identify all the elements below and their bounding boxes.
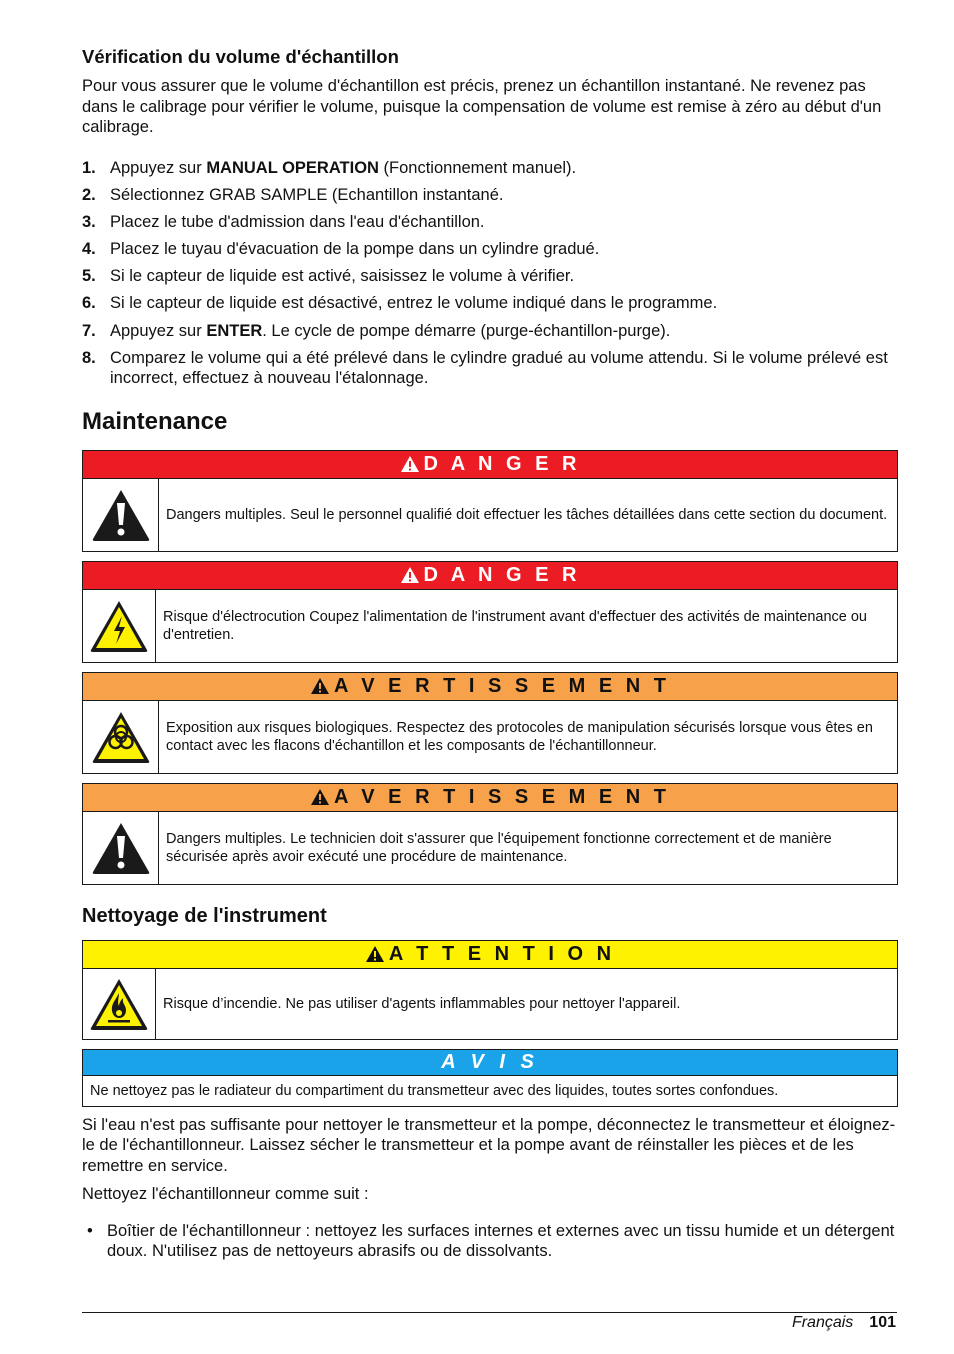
caution-box — [82, 940, 898, 1040]
caution-header: A T T E N T I O N — [83, 941, 897, 969]
cleaning-paragraph: Si l'eau n'est pas suffisante pour nettoyer le transmetteur et la pompe, déconnectez le transmetteur et éloignez-le de l'échantillonneur. Laissez sécher le transmetteur et la pompe avant de réinstaller les pièces et de les remettre en service. — [82, 1115, 896, 1175]
cleaning-instructions-intro: Nettoyez l'échantillonneur comme suit : — [82, 1185, 369, 1204]
fire-icon — [88, 976, 150, 1032]
notice-message: Ne nettoyez pas le radiateur du compartiment du transmetteur avec des liquides, toutes sortes confondues. — [90, 1082, 779, 1099]
footer-divider — [82, 1312, 897, 1313]
notice-header: A V I S — [83, 1050, 897, 1076]
procedure-steps — [82, 158, 897, 389]
warning-triangle-icon — [310, 788, 330, 806]
danger-box — [82, 450, 898, 552]
warning-header: A V E R T I S S E M E N T — [83, 784, 897, 812]
danger-message: Dangers multiples. Seul le personnel qualifié doit effectuer les tâches détaillées dans cette section du document. — [166, 506, 888, 523]
warning-message: Dangers multiples. Le technicien doit s'assurer que l'équipement fonctionne correctement et de manière sécurisée après avoir exécuté une procédure de maintenance. — [166, 830, 832, 865]
warning-triangle-icon — [365, 945, 385, 963]
danger-header: D A N G E R — [83, 451, 897, 479]
danger-box — [82, 561, 898, 663]
warning-triangle-icon — [400, 455, 420, 473]
danger-message: Risque d'électrocution Coupez l'alimentation de l'instrument avant d'effectuer des activités de maintenance ou d'entretien. — [163, 608, 867, 643]
step-item: 3. Placez le tube d'admission dans l'eau d'échantillon. — [82, 212, 485, 231]
warning-triangle-icon — [310, 677, 330, 695]
warning-triangle-icon — [400, 566, 420, 584]
exclamation-icon — [90, 487, 152, 543]
warning-message: Exposition aux risques biologiques. Respectez des protocoles de manipulation sécurisés lorsque vous êtes en contact avec les flacons d'échantillon et les composants de l'échantillonneur. — [166, 719, 873, 754]
electric-shock-icon — [88, 598, 150, 654]
section-title-volume-check: Vérification du volume d'échantillon — [82, 46, 399, 67]
warning-box — [82, 783, 898, 885]
step-item: 8. Comparez le volume qui a été prélevé dans le cylindre gradué au volume attendu. Si le volume prélevé est incorrect, effectuez à nouveau l'étalonnage. — [82, 348, 888, 388]
caution-message: Risque d’incendie. Ne pas utiliser d'agents inflammables pour nettoyer l'appareil. — [163, 995, 681, 1012]
page-footer — [792, 1313, 896, 1333]
page-content — [82, 46, 897, 1262]
exclamation-icon — [90, 820, 152, 876]
footer-language: Français — [791, 1314, 854, 1331]
notice-box — [82, 1049, 898, 1107]
section-title-maintenance: Maintenance — [82, 407, 228, 435]
warning-header: A V E R T I S S E M E N T — [83, 673, 897, 701]
warning-box — [82, 672, 898, 774]
step-item: 6. Si le capteur de liquide est désactivé, entrez le volume indiqué dans le programme. — [82, 294, 718, 313]
danger-header: D A N G E R — [83, 562, 897, 590]
step-item: 5. Si le capteur de liquide est activé, saisissez le volume à vérifier. — [82, 267, 575, 286]
page-number: 101 — [869, 1314, 896, 1331]
section-title-cleaning: Nettoyage de l'instrument — [82, 904, 327, 927]
step-item: 1. Appuyez sur MANUAL OPERATION (Fonctionnement manuel). — [82, 158, 577, 177]
step-item: 2. Sélectionnez GRAB SAMPLE (Echantillon instantané. — [82, 185, 504, 204]
biohazard-icon — [90, 709, 152, 765]
step-item: 4. Placez le tuyau d'évacuation de la pompe dans un cylindre gradué. — [82, 240, 600, 259]
intro-paragraph: Pour vous assurer que le volume d'échantillon est précis, prenez un échantillon instantané. Ne revenez pas dans le calibrage pour vérifier le volume, puisque la compensation de volume est remise à zéro au début d'un calibrage. — [82, 77, 882, 136]
step-item: 7. Appuyez sur ENTER. Le cycle de pompe démarre (purge-échantillon-purge). — [82, 321, 671, 340]
list-item: • Boîtier de l'échantillonneur : nettoyez les surfaces internes et externes avec un tissu humide et un détergent doux. N'utilisez pas de nettoyeurs abrasifs ou de dissolvants. — [87, 1221, 895, 1261]
